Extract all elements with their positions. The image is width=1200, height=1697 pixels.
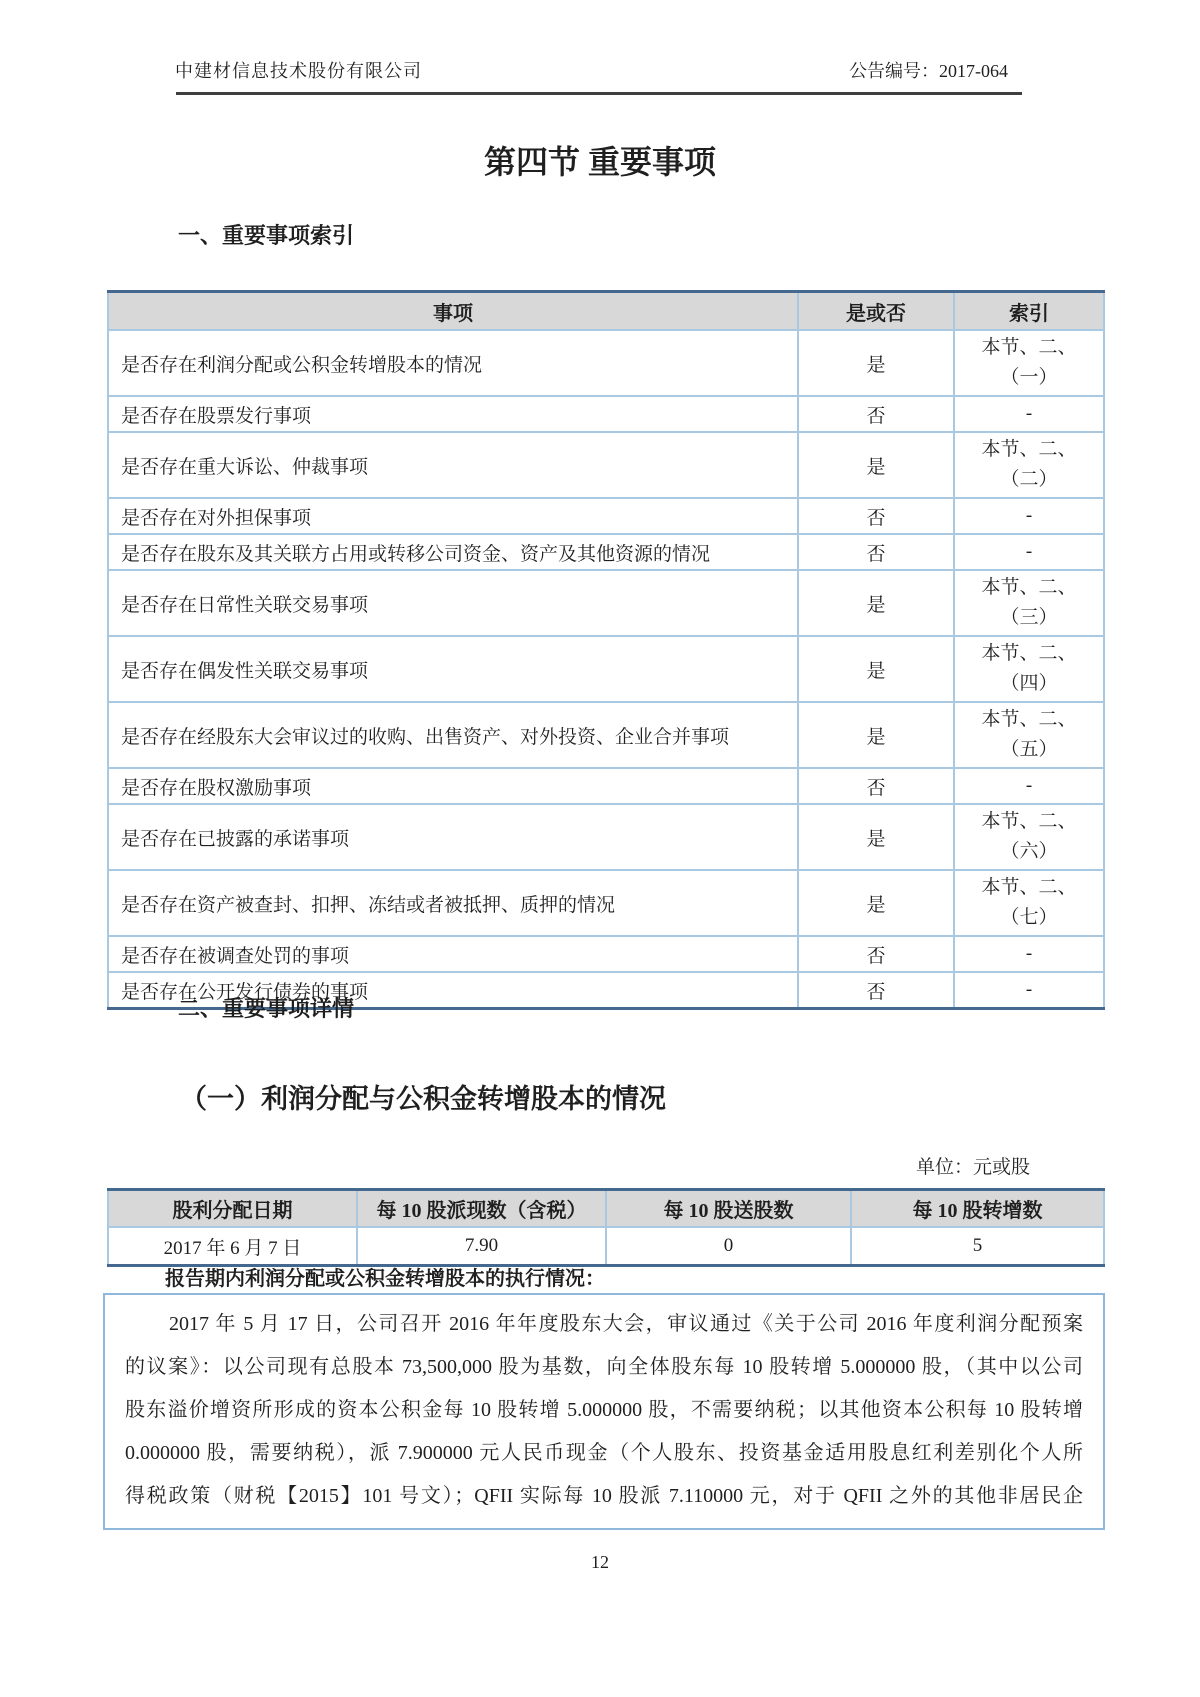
dividend-table (107, 1188, 1105, 1267)
paragraph-line: 的议案》：以公司现有总股本 73,500,000 股为基数，向全体股东每 10 股转增 5.000000 股，（其中以公司 (125, 1356, 1083, 1378)
table-header-row (108, 292, 1104, 331)
execution-status-label: 报告期内利润分配或公积金转增股本的执行情况： (165, 1268, 605, 1290)
cell-index: - (954, 768, 1104, 804)
cell-item: 是否存在股权激励事项 (108, 768, 798, 804)
cell-index: - (954, 534, 1104, 570)
cell-item: 是否存在利润分配或公积金转增股本的情况 (108, 330, 798, 396)
section-heading-detail: 二、重要事项详情 (178, 996, 355, 1021)
table-row (108, 570, 1104, 636)
table-row (108, 330, 1104, 396)
table-row (108, 498, 1104, 534)
cell-transfer: 5 (851, 1227, 1104, 1266)
paragraph-line: 股东溢价增资所形成的资本公积金每 10 股转增 5.000000 股，不需要纳税；以其他资本公积每 10 股转增 (125, 1399, 1083, 1421)
cell-index: 本节、二、（一） (954, 330, 1104, 396)
table-row (108, 1227, 1104, 1266)
cell-index: 本节、二、（四） (954, 636, 1104, 702)
page-number: 12 (591, 1552, 609, 1572)
cell-item: 是否存在股东及其关联方占用或转移公司资金、资产及其他资源的情况 (108, 534, 798, 570)
table-row (108, 936, 1104, 972)
cell-index: 本节、二、（六） (954, 804, 1104, 870)
cell-index: 本节、二、（二） (954, 432, 1104, 498)
cell-item: 是否存在公开发行债券的事项 (108, 972, 798, 1009)
execution-paragraph-box (103, 1293, 1105, 1530)
cell-index: 本节、二、（五） (954, 702, 1104, 768)
cell-yesno: 是 (798, 636, 954, 702)
cell-item: 是否存在股票发行事项 (108, 396, 798, 432)
cell-yesno: 是 (798, 432, 954, 498)
cell-item: 是否存在已披露的承诺事项 (108, 804, 798, 870)
cell-item: 是否存在被调查处罚的事项 (108, 936, 798, 972)
cell-yesno: 否 (798, 972, 954, 1009)
table-row (108, 396, 1104, 432)
cell-item: 是否存在资产被查封、扣押、冻结或者被抵押、质押的情况 (108, 870, 798, 936)
table-row (108, 432, 1104, 498)
col-header-item: 事项 (108, 292, 798, 331)
col-header-date: 股利分配日期 (108, 1190, 357, 1228)
cell-index: - (954, 972, 1104, 1009)
cell-yesno: 是 (798, 570, 954, 636)
cell-bonus: 0 (606, 1227, 851, 1266)
company-name: 中建材信息技术股份有限公司 (175, 61, 422, 81)
cell-yesno: 否 (798, 936, 954, 972)
table-row (108, 804, 1104, 870)
cell-cash: 7.90 (357, 1227, 606, 1266)
unit-note: 单位：元或股 (915, 1157, 1030, 1178)
cell-item: 是否存在重大诉讼、仲裁事项 (108, 432, 798, 498)
page-title: 第四节 重要事项 (483, 144, 716, 180)
col-header-cash: 每 10 股派现数（含税） (357, 1190, 606, 1228)
cell-yesno: 是 (798, 870, 954, 936)
important-matters-index-table (107, 290, 1105, 1010)
col-header-transfer: 每 10 股转增数 (851, 1190, 1104, 1228)
cell-item: 是否存在日常性关联交易事项 (108, 570, 798, 636)
table-row (108, 870, 1104, 936)
col-header-yesno: 是或否 (798, 292, 954, 331)
cell-item: 是否存在经股东大会审议过的收购、出售资产、对外投资、企业合并事项 (108, 702, 798, 768)
cell-yesno: 否 (798, 534, 954, 570)
cell-yesno: 否 (798, 396, 954, 432)
table-header-row (108, 1190, 1104, 1228)
cell-yesno: 是 (798, 330, 954, 396)
cell-index: 本节、二、（三） (954, 570, 1104, 636)
col-header-index: 索引 (954, 292, 1104, 331)
cell-item: 是否存在对外担保事项 (108, 498, 798, 534)
paragraph-line: 0.000000 股，需要纳税），派 7.900000 元人民币现金（个人股东、投资基金适用股息红利差别化个人所 (125, 1442, 1083, 1464)
cell-item: 是否存在偶发性关联交易事项 (108, 636, 798, 702)
col-header-bonus: 每 10 股送股数 (606, 1190, 851, 1228)
cell-index: - (954, 498, 1104, 534)
cell-yesno: 是 (798, 804, 954, 870)
paragraph-line: 2017 年 5 月 17 日，公司召开 2016 年年度股东大会，审议通过《关于公司 2016 年度利润分配预案 (169, 1313, 1083, 1335)
cell-index: 本节、二、（七） (954, 870, 1104, 936)
table-row (108, 702, 1104, 768)
subsection-heading-dividend: （一）利润分配与公积金转增股本的情况 (180, 1084, 666, 1114)
cell-index: - (954, 396, 1104, 432)
table-row (108, 768, 1104, 804)
table-row (108, 636, 1104, 702)
cell-index: - (954, 936, 1104, 972)
announcement-number: 公告编号：2017-064 (849, 61, 1008, 81)
header-rule (176, 92, 1022, 95)
cell-yesno: 是 (798, 702, 954, 768)
cell-yesno: 否 (798, 768, 954, 804)
table-row (108, 534, 1104, 570)
cell-date: 2017 年 6 月 7 日 (108, 1227, 357, 1266)
cell-yesno: 否 (798, 498, 954, 534)
paragraph-line: 得税政策（财税【2015】101 号文）；QFII 实际每 10 股派 7.110000 元，对于 QFII 之外的其他非居民企 (125, 1485, 1083, 1507)
section-heading-index: 一、重要事项索引 (178, 223, 355, 248)
